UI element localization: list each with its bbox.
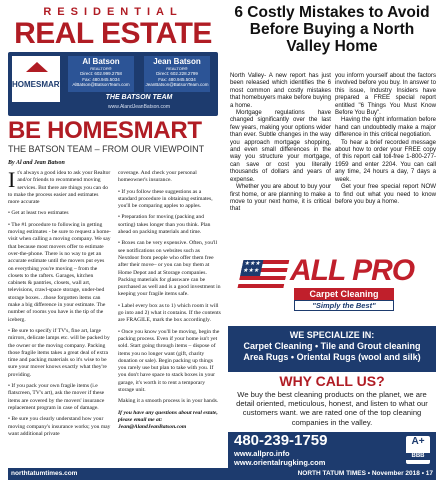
agent-ad-card xyxy=(8,52,218,116)
american-flag-icon: ★★★ ★★★ xyxy=(237,260,290,292)
story-column-2 xyxy=(335,72,436,205)
agent-contact-line: Fax: 480.945.5034 xyxy=(158,76,196,82)
story-headline: 6 Costly Mistakes to Avoid Before Buying a North Valley Home xyxy=(234,4,430,55)
agent-title: REALTOR® xyxy=(90,66,112,71)
agent-card-al xyxy=(68,56,134,92)
story-paragraph: Get your free special report NOW to find out what you need to know before you buy a home. xyxy=(335,183,436,205)
allpro-service-bar: Carpet Cleaning xyxy=(294,288,394,300)
article-paragraph: • The #1 procedure to following in getting moving estimates - be sure to request a home-visit when calling a moving company. We say that because most movers offer to estimate over-the-phone. There is no way to get an accurate estimate until the movers put eyes on everything you're moving – from the closets to the rafters. Garages, kitchen cabinets & pantries, closets, wall art, televisions, crawl-space storage, under-bed storage boxes…those forgotten items can make a big difference in your estimate. The number of rooms you have is the tip of the iceberg. xyxy=(8,221,111,323)
article-column-2 xyxy=(118,170,221,436)
allpro-contact-box xyxy=(228,432,436,468)
story-paragraph: Having the right information before hand can undoubtedly make a major difference in this critical negotiation. xyxy=(335,116,436,139)
article-paragraph: coverage. And check your personal homeowner's insurance. xyxy=(118,170,197,184)
footer-website: northtatumtimes.com xyxy=(8,468,224,480)
allpro-specialties-box xyxy=(228,326,436,372)
article-contact-note: If you have any questions about real estate, please email me at: Jean@AlandJeanBatson.com xyxy=(118,409,218,431)
story-paragraph: Mortgage regulations have changed significantly over the last few years, making your options wider than ever. Subtle changes in the way you approach mortgage shopping, and even small differences in the way you structure your mortgage, can save or cost you literally thousands of dollars and years of expense. xyxy=(230,109,331,183)
specialties-line: Area Rugs • Oriental Rugs (wool and silk) xyxy=(243,352,421,362)
article-paragraph: Making it a smooth process is in your hands. xyxy=(118,398,219,405)
story-paragraph: To hear a brief recorded message about how to order your FREE copy of this report call toll-free 1-800-277-1959 and enter 2204. You can call any time, 24 hours a day, 7 days a week. xyxy=(335,138,436,183)
allpro-logo: ALL PRO xyxy=(290,254,415,287)
specialties-line: Carpet Cleaning • Tile and Grout cleaning xyxy=(243,341,421,351)
article-paragraph: • Get at least two estimates xyxy=(8,210,69,217)
agent-name: Al Batson xyxy=(82,57,120,66)
article-paragraph: It's always a good idea to ask your Realtor and/or friends to recommend moving services. But there are things you can do to make the process easier and estimates more accurate xyxy=(8,167,111,206)
column-title: BE HOMESMART xyxy=(8,117,202,144)
article-paragraph: • Boxes can be very expensive. Often, you'll see notifications on websites such as Nextdoor from people who offer them free after their move– or you can buy them at Home Depot and at Storage companies. Packing materials for glassware can be purchased as well and is a good investment in keeping your fragile items safe. xyxy=(118,240,221,298)
article-column-1 xyxy=(8,167,111,442)
why-call-heading: WHY CALL US? xyxy=(279,373,385,389)
agent-contact-line: Direct: 602.228.2799 xyxy=(156,71,198,76)
agent-contact-line: Direct: 602.999.2758 xyxy=(80,71,122,76)
section-label-small: RESIDENTIAL xyxy=(43,6,183,18)
bbb-label: BBB xyxy=(406,453,430,460)
byline: By Al and Jean Batson xyxy=(8,160,65,166)
story-paragraph: Whether you are about to buy your first home, or are planning to make a move to your next home, it is critical that xyxy=(230,183,331,213)
house-roof-icon xyxy=(26,62,48,72)
team-name: THE BATSON TEAM xyxy=(105,94,173,101)
team-website: www.AlandJeanBatson.com xyxy=(108,104,170,110)
agent-card-jean xyxy=(144,56,210,92)
agent-name: Jean Batson xyxy=(153,57,201,66)
story-column-1 xyxy=(230,72,331,213)
drop-cap: I xyxy=(8,167,16,192)
allpro-phone[interactable]: 480-239-1759 xyxy=(234,432,328,449)
oriental-rug-website-link[interactable]: www.orientalrugking.com xyxy=(234,458,326,467)
allpro-tagline: "Simply the Best" xyxy=(294,300,394,311)
bbb-badge-icon xyxy=(406,436,430,464)
allpro-website-link[interactable]: www.allpro.info xyxy=(234,449,290,458)
article-paragraph: • Preparation for moving (packing and sorting) takes longer than you think. Plan ahead on packing materials and time. xyxy=(118,214,211,236)
story-paragraph: you inform yourself about the factors involved before you buy. In answer to this issue, Industry Insiders have prepared a FREE special report entitled "6 Things You Must Know Before You Buy". xyxy=(335,72,436,117)
section-label-big: REAL ESTATE xyxy=(14,17,212,50)
article-paragraph: • If you pack your own fragile items (i.e flatscreen, TV's art), ask the mover if these items are covered by the movers' insurance replacement program in case of damage. xyxy=(8,383,105,411)
agent-contact-line: AlBatson@BatsonTeam.com xyxy=(72,82,130,87)
agent-contact-line: JeanBatson@BatsonTeam.com xyxy=(145,82,209,87)
article-paragraph: • Once you know you'll be moving, begin the packing process. Even if your home isn't yet sold. Start going through items – dispose of items you no longer want (gift, charity donation or sale). Begin packing up things you rarely use but plan to take with you. If you don't have space to stack boxes in your garage, it's worth it to rent a temporary storage unit. xyxy=(118,328,220,394)
footer-issue-info: NORTH TATUM TIMES • November 2018 • 17 xyxy=(224,468,436,480)
specialties-heading: WE SPECIALIZE IN: xyxy=(289,330,375,340)
article-paragraph: • Be sure you clearly understand how your moving company's insurance works; you may want additional private xyxy=(8,416,111,437)
article-paragraph: • If you follow these suggestions as a standard procedure in obtaining estimates, you'll be comparing apples to apples. xyxy=(118,188,213,210)
why-call-body: We buy the best cleaning products on the planet, we are detail oriented, meticulous, honest, and listen to what our customers want. we are rated one of the top cleaning companies in the valley. xyxy=(236,390,428,427)
article-paragraph: • Label every box as to 1) which room it will go into and 2) what it contains. If the contents are FRAGILE, mark the box accordingly. xyxy=(118,302,221,324)
article-paragraph: • Be sure to specify if TV's, fine art, large mirrors, delicate lamps etc. will be packed by the owner or the moving company. Packing those fragile items takes a great deal of extra time and packing materials so it's wise to be sure your mover knows exactly what they're providing. xyxy=(8,327,110,378)
agent-contact-line: Fax: 480.945.5034 xyxy=(82,76,120,82)
story-paragraph: North Valley- A new report has just been released which identifies the 6 most common and costly mistakes that homebuyers make before buying a home. xyxy=(230,72,331,109)
homesmart-logo xyxy=(12,56,65,102)
column-subtitle: THE BATSON TEAM – FROM OUR VIEWPOINT xyxy=(8,144,205,154)
homesmart-logo-text: HOMESMART xyxy=(12,80,65,89)
agent-title: REALTOR® xyxy=(166,66,188,71)
bbb-rating: A+ xyxy=(411,436,425,447)
